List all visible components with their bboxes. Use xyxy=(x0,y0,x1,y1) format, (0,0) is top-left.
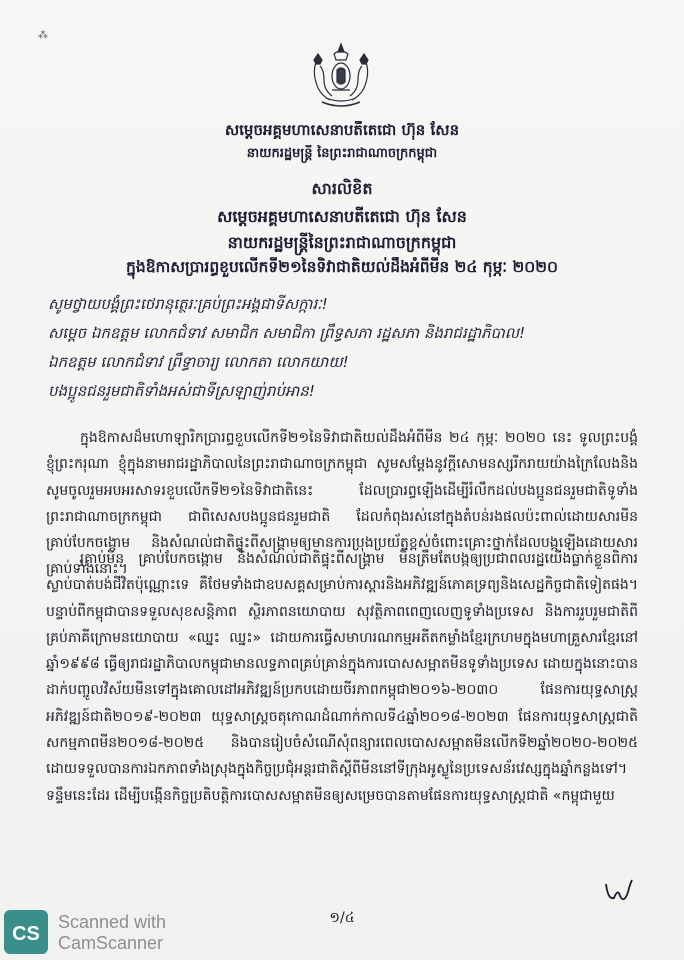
greeting-line: សម្តេច ឯកឧត្តម លោកជំទាវ សមាជិក សមាជិកា ព្រឹទ្ធសភា រដ្ឋសភា និងរាជរដ្ឋាភិបាល! xyxy=(48,324,526,342)
royal-emblem-icon xyxy=(304,40,378,112)
body-paragraph-1: ក្នុងឱកាសដ៏មហោឡារិកប្រារព្ធខួបលើកទី២១នៃទិវាជាតិយល់ដឹងអំពីមីន ២៤ កុម្ភៈ ២០២០ នេះ ទូលព្រះបង្គំ ខ្ញុំព្រះករុណា ខ្ញុំក្នុងនាមរាជរដ្ឋាភិបាលនៃព្រះរាជាណាចក្រកម្ពុជា សូមសម្តែងនូវក្តីសោមនស្សរីករាយយ៉ាងក្រៃលែងនិងសូមចូលរួមអបអរសាទរខួបលើកទី២១នៃទិវាជាតិនេះ ដែលប្រារព្ធឡើងដើម្បីរំលឹកដល់បងប្អូនជនរួមជាតិទូទាំងព្រះរាជាណាចក្រកម្ពុជា ជាពិសេសបងប្អូនជនរួមជាតិ ដែលកំពុងរស់នៅក្នុងតំបន់រងផលប៉ះពាល់ដោយសារមីន គ្រាប់បែកចង្កោម និងសំណល់ជាតិផ្ទុះពីសង្គ្រាមឲ្យមានការប្រុងប្រយ័ត្នខ្ពស់ចំពោះគ្រោះថ្នាក់ដែលបង្កឡើងដោយសារគ្រាប់ទាំងនោះ។ xyxy=(46,430,638,578)
document-type: សារលិខិត xyxy=(311,179,373,198)
greeting-line: បងប្អូនជនរួមជាតិទាំងអស់ជាទីស្រឡាញ់រាប់អាន! xyxy=(48,382,315,400)
greeting-line: ឯកឧត្តម លោកជំទាវ ព្រឹទ្ធាចារ្យ លោកតា លោកយាយ! xyxy=(48,353,349,371)
scanner-watermark-line2: CamScanner xyxy=(58,933,164,953)
author-name: សម្តេចអគ្គមហាសេនាបតីតេជោ ហ៊ុន សែន xyxy=(224,121,460,139)
svg-text:CS: CS xyxy=(12,923,40,945)
corner-mark: ⁂ xyxy=(38,30,48,41)
occasion-line: ក្នុងឱកាសប្រារព្ធខួបលើកទី២១នៃទិវាជាតិយល់ដឹងអំពីមីន ២៤ កុម្ភៈ ២០២០ xyxy=(126,258,558,276)
scanner-watermark-line1: Scanned with xyxy=(58,912,167,932)
body-paragraph-2: គ្រាប់មីន គ្រាប់បែកចង្កោម និងសំណល់ជាតិផ្ទុះពីសង្គ្រាម មិនត្រឹមតែបង្កឲ្យប្រជាពលរដ្ឋយើងធ្លាក់ខ្លួនពិការ ស្លាប់បាត់បង់ជីវិតប៉ុណ្ណោះទេ គឺថែមទាំងជាឧបសគ្គសម្រាប់ការស្តារនិងអភិវឌ្ឍន៍ភោគទ្រព្យនិងសេដ្ឋកិច្ចជាតិទៀតផង។ បន្ទាប់ពីកម្ពុជាបានទទួលសុខសន្តិភាព ស្ថិរភាពនយោបាយ សុវត្ថិភាពពេញលេញទូទាំងប្រទេស និងការរួបរួមជាតិពីគ្រប់ភាគីក្រោមនយោបាយ «ឈ្នះ ឈ្នះ» ដោយការធ្វើសមាហរណកម្មអតីតកម្លាំងខ្មែរក្រហមក្នុងមហាគ្រួសារខ្មែរនៅឆ្នាំ១៩៩៨ ធ្វើឲ្យរាជរដ្ឋាភិបាលកម្ពុជាមានលទ្ធភាពគ្រប់គ្រាន់ក្នុងការបោសសម្អាតមីនទូទាំងប្រទេស ដោយក្នុងនោះបានដាក់បញ្ចូលវិស័យមីនទៅក្នុងគោលដៅអភិវឌ្ឍន៍ប្រកបដោយចីរភាពកម្ពុជា២០១៦-២០៣០ ផែនការយុទ្ធសាស្ត្រអភិវឌ្ឍន៍ជាតិ២០១៩-២០២៣ យុទ្ធសាស្ត្រចតុកោណដំណាក់កាលទី៤ឆ្នាំ២០១៨-២០២៣ ផែនការយុទ្ធសាស្ត្រជាតិសកម្មភាពមីន២០១៨-២០២៥ និងបានរៀបចំសំណើសុំពន្យារពេលបោសសម្អាតមីនលើកទី២ឆ្នាំ២០២០-២០២៥ ដោយទទួលបានការឯកភាពទាំងស្រុងក្នុងកិច្ចប្រជុំអន្តរជាតិស្តីពីមីននៅទីក្រុងអូស្លូនៃប្រទេសន័រវេស្សក្នុងឆ្នាំកន្លងទៅ។ ទន្ទឹមនេះដែរ ដើម្បីបង្កើនកិច្ចប្រតិបត្តិការបោសសម្អាតមីនឲ្យសម្រេចបានតាមផែនការយុទ្ធសាស្ត្រជាតិ «កម្ពុជាមួយ xyxy=(46,551,638,804)
sender-name: សម្តេចអគ្គមហាសេនាបតីតេជោ ហ៊ុន សែន xyxy=(217,207,467,226)
camscanner-logo-icon xyxy=(0,906,52,958)
author-title: នាយករដ្ឋមន្ត្រី នៃព្រះរាជាណាចក្រកម្ពុជា xyxy=(246,146,438,161)
handwritten-initials-icon xyxy=(602,876,636,906)
greeting-line: សូមថ្វាយបង្គំព្រះថេរានុត្ថេរៈគ្រប់ព្រះអង្គជាទីសក្ការៈ! xyxy=(48,295,328,313)
page-number: ១/៤ xyxy=(329,910,355,926)
sender-title: នាយករដ្ឋមន្ត្រីនៃព្រះរាជាណាចក្រកម្ពុជា xyxy=(227,233,457,252)
